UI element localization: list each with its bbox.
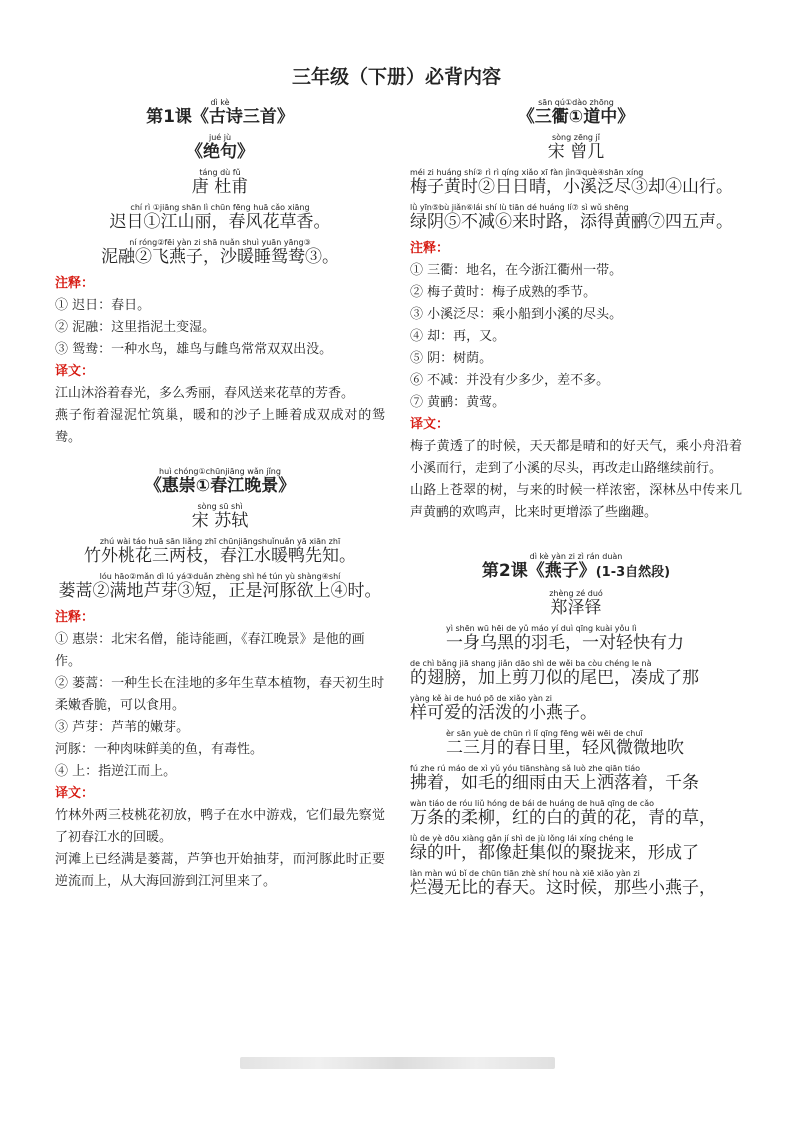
poem3-title-pinyin: sān qú①dào zhōng [538,98,614,107]
lesson2-subtitle: (1-3自然段) [595,565,671,580]
poem1-title: 《绝句》 [186,142,254,162]
poem1-trans-label: 译文： [55,364,95,379]
page-title: 三年级（下册）必背内容 [291,66,501,88]
prose-text: 样可爱的活泼的小燕子。 [410,703,597,723]
poem1-line-text: 迟日①江山丽，春风花草香。 [109,212,331,232]
poem2-line [55,572,385,601]
poem2-title-block [55,467,385,496]
poem3-note: ① 三衢：地名，在今浙江衢州一带。 [410,263,623,278]
prose-text: 绿的叶，都像赶集似的聚拢来，形成了 [410,843,699,863]
lesson2-author: 郑泽铎 [550,598,602,618]
poem3-note: ③ 小溪泛尽：乘小船到小溪的尽头。 [410,307,623,322]
poem3-line-pinyin: lǜ yīn⑤bù jiǎn⑥lái shí lù tiān dé huáng lí⑦ sì wǔ shēng [410,203,629,212]
poem3-note: ⑥ 不减：并没有少多少，差不多。 [410,373,610,388]
prose-pinyin: fú zhe rú máo de xì yǔ yóu tiānshàng sǎ luò zhe qiān tiáo [410,764,641,773]
prose-line [410,694,742,723]
poem3-note: ② 梅子黄时：梅子成熟的季节。 [410,285,597,300]
prose-text: 一身乌黑的羽毛，一对轻快有力 [446,633,684,653]
poem2-note: ① 惠崇：北宋名僧，能诗能画，《春江晚景》是他的画作。 [55,632,365,669]
lesson1-heading [55,98,385,127]
lesson2-heading [410,552,742,583]
prose-line [410,869,742,898]
poem3-note: ④ 却：再，又。 [410,329,506,344]
poem1-title-pinyin: jué jù [208,133,232,142]
poem1-translation: 江山沐浴着春光，多么秀丽，春风送来花草的芳香。 [55,386,355,401]
prose-line [410,834,742,863]
poem3-trans-label: 译文： [410,417,450,432]
poem1-line [55,203,385,232]
poem3-notes-label: 注释： [410,241,450,256]
poem3-note: ⑤ 阴：树荫。 [410,351,493,366]
lesson1-pinyin: dì kè [210,98,230,107]
prose-pinyin: èr sān yuè de chūn rì lǐ qīng fēng wēi wēi de chuī [446,729,643,738]
poem3-translation: 梅子黄透了的时候，天天都是晴和的好天气，乘小舟沿着小溪而行，走到了小溪的尽头，再改走山路继续前行。 [410,439,742,476]
poem1-line-pinyin: ní róng②fēi yàn zi shā nuǎn shuì yuān yāng③ [129,238,311,247]
poem2-author: 宋 苏轼 [191,511,249,531]
prose-text: 烂漫无比的春天。这时候，那些小燕子， [410,878,716,898]
prose-text: 的翅膀，加上剪刀似的尾巴，凑成了那 [410,668,699,688]
poem1-author-pinyin: táng dù fǔ [199,168,241,177]
left-column [55,98,385,893]
poem3-title-block [410,98,742,127]
poem3-line-text: 绿阴⑤不减⑥来时路，添得黄鹂⑦四五声。 [410,212,733,232]
poem2-line-pinyin: lóu hāo②mǎn dì lú yá③duǎn zhèng shì hé tún yù shàng④shí [99,572,341,581]
poem2-author-block [55,502,385,531]
poem2-author-pinyin: sòng sū shì [197,502,243,511]
poem2-note: 河豚：一种肉味鲜美的鱼，有毒性。 [55,742,264,757]
prose-line [410,659,742,688]
prose-text: 万条的柔柳，红的白的黄的花，青的草， [410,808,716,828]
prose-pinyin: làn màn wú bǐ de chūn tiān zhè shí hou nà xiē xiǎo yàn zi [410,869,640,878]
prose-pinyin: de chì bǎng jiā shang jiǎn dāo shì de wěi ba còu chéng le nà [410,659,652,668]
lesson2-author-block [410,589,742,618]
poem2-line-pinyin: zhú wài táo huā sān liǎng zhī chūnjiāngshuǐnuǎn yā xiān zhī [99,537,341,546]
lesson2-author-pinyin: zhèng zé duó [549,589,603,598]
lesson2-pinyin: dì kè yàn zi zì rán duàn [529,552,623,561]
poem3-line [410,203,742,232]
poem1-line-pinyin: chí rì ①jiāng shān lì chūn fēng huā cǎo xiāng [130,203,310,212]
prose-pinyin: yì shēn wū hēi de yǔ máo yí duì qīng kuài yǒu lì [446,624,637,633]
poem1-translation: 燕子衔着湿泥忙筑巢，暖和的沙子上睡着成双成对的鸳鸯。 [55,408,385,445]
poem2-title-pinyin: huì chóng①chūnjiāng wǎn jǐng [159,467,281,476]
poem2-note: ② 蒌蒿：一种生长在洼地的多年生草本植物，春天初生时柔嫩香脆，可以食用。 [55,676,385,713]
poem3-author-pinyin: sòng zēng jǐ [551,133,600,142]
poem1-author-block [55,168,385,197]
poem3-author-block [410,133,742,162]
poem3-translation: 山路上苍翠的树，与来的时候一样浓密，深林丛中传来几声黄鹂的欢鸣声，比来时更增添了些幽趣。 [410,483,742,520]
poem1-title-block [55,133,385,162]
poem1-notes-label: 注释： [55,276,95,291]
poem3-line-text: 梅子黄时②日日晴，小溪泛尽③却④山行。 [410,177,733,197]
prose-text: 二三月的春日里，轻风微微地吹 [446,738,684,758]
poem1-author: 唐 杜甫 [191,177,249,197]
poem2-trans-label: 译文： [55,786,95,801]
poem1-note: ② 泥融：这里指泥土变湿。 [55,320,216,335]
prose-pinyin: wàn tiáo de róu liǔ hóng de bái de huáng de huā qīng de cǎo [410,799,655,808]
poem3-line [410,168,742,197]
prose-pinyin: yàng kě ài de huó pō de xiǎo yàn zi [410,694,552,703]
prose-text: 拂着，如毛的细雨由天上洒落着，千条 [410,773,699,793]
poem2-notes-label: 注释： [55,610,95,625]
poem2-line [55,537,385,566]
poem2-line-text: 蒌蒿②满地芦芽③短，正是河豚欲上④时。 [58,581,382,601]
lesson1-title: 第1课《古诗三首》 [146,107,294,127]
poem3-author: 宋 曾几 [547,142,605,162]
poem1-line-text: 泥融②飞燕子，沙暖睡鸳鸯③。 [101,247,339,267]
prose-line [410,729,742,758]
poem2-note: ④ 上：指逆江而上。 [55,764,177,779]
poem1-note: ① 迟日：春日。 [55,298,151,313]
poem3-line-pinyin: méi zi huáng shí② rì rì qíng xiǎo xī fàn jìn③què④shān xíng [410,168,644,177]
poem2-note: ③ 芦芽：芦苇的嫩芽。 [55,720,190,735]
prose-pinyin: lǜ de yè dōu xiàng gǎn jí shì de jù lǒng lái xíng chéng le [410,834,634,843]
blurred-footer-watermark [240,1057,555,1069]
poem2-translation: 竹林外两三枝桃花初放，鸭子在水中游戏，它们最先察觉了初春江水的回暖。 [55,808,385,845]
poem3-note: ⑦ 黄鹂：黄莺。 [410,395,506,410]
prose-line [410,624,742,653]
lesson2-title: 第2课《燕子》 [481,561,596,581]
prose-line [410,799,742,828]
right-column [410,98,742,898]
poem1-line [55,238,385,267]
poem1-note: ③ 鸳鸯：一种水鸟，雄鸟与雌鸟常常双双出没。 [55,342,333,357]
poem3-title: 《三衢①道中》 [517,107,635,127]
poem2-line-text: 竹外桃花三两枝，春江水暖鸭先知。 [84,546,356,566]
prose-line [410,764,742,793]
poem2-translation: 河滩上已经满是蒌蒿，芦笋也开始抽芽，而河豚此时正要逆流而上，从大海回游到江河里来了。 [55,852,385,889]
poem2-title: 《惠崇①春江晚景》 [144,476,296,496]
